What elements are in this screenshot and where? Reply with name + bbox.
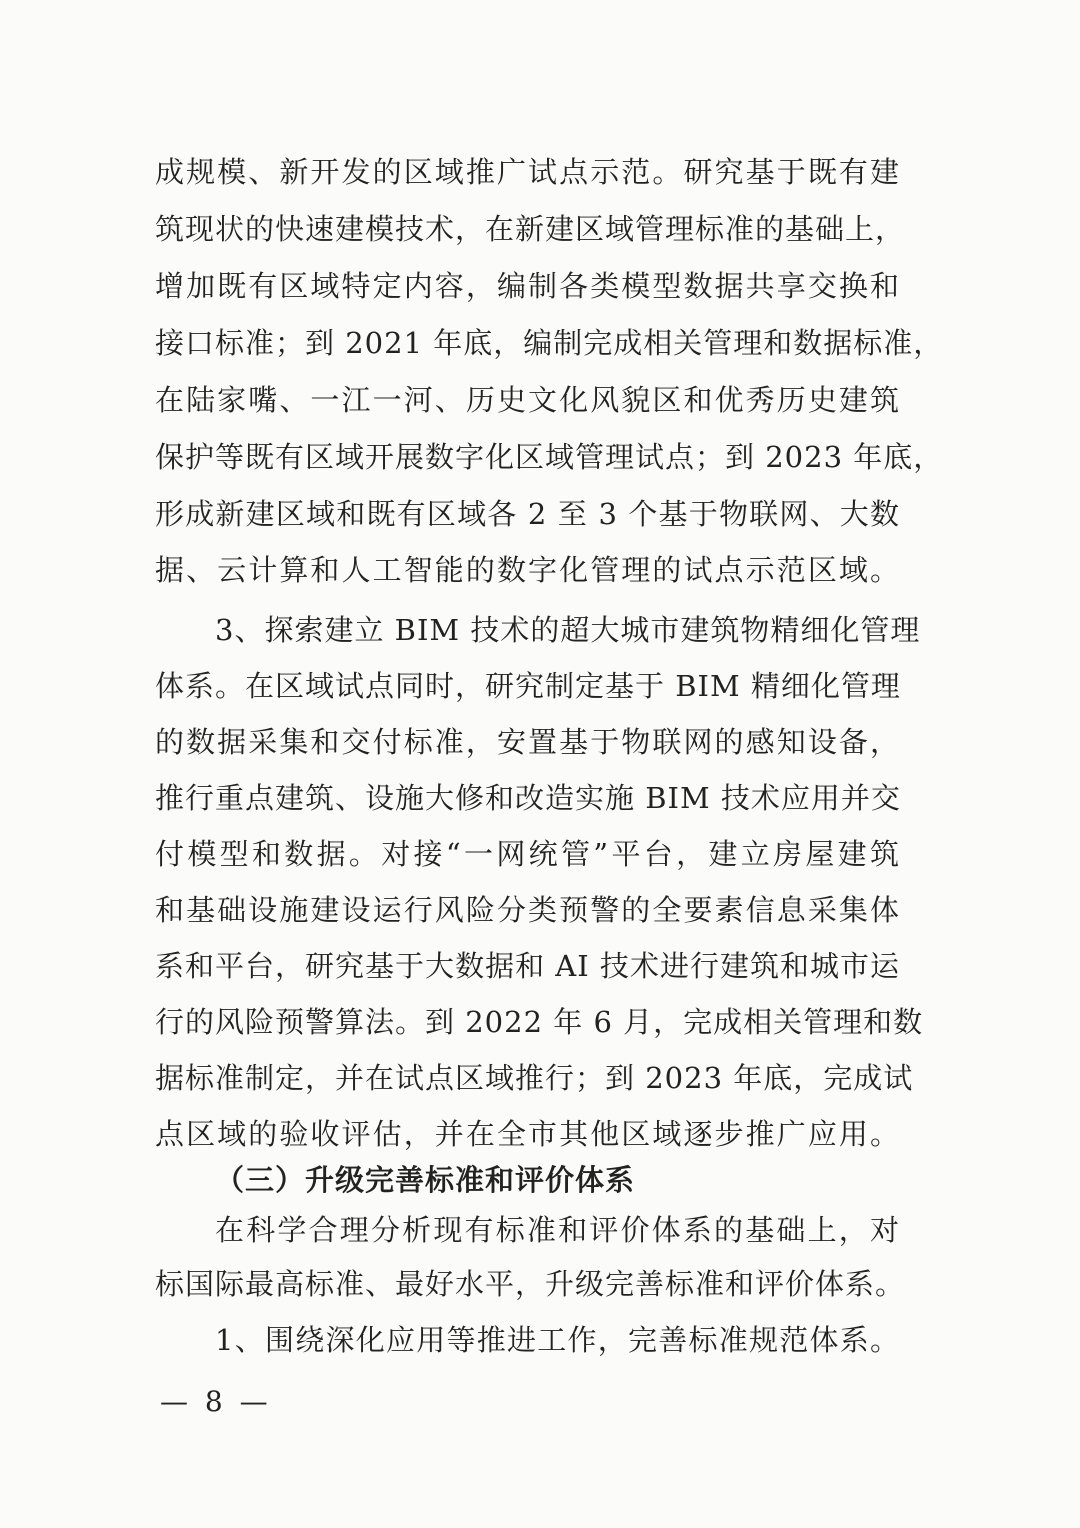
body-text-line: 点区域的验收评估，并在全市其他区域逐步推广应用。	[155, 1117, 900, 1151]
body-text-line: 3、探索建立 BIM 技术的超大城市建筑物精细化管理	[215, 613, 921, 647]
body-text-line: 标国际最高标准、最好水平，升级完善标准和评价体系。	[155, 1267, 906, 1301]
body-text-line: 1、围绕深化应用等推进工作，完善标准规范体系。	[215, 1323, 900, 1357]
body-text-line: 形成新建区域和既有区域各 2 至 3 个基于物联网、大数	[155, 497, 900, 531]
body-text-line: 接口标准；到 2021 年底，编制完成相关管理和数据标准，	[155, 326, 944, 360]
body-text-line: 的数据采集和交付标准，安置基于物联网的感知设备，	[155, 725, 900, 759]
body-text-line: 在陆家嘴、一江一河、历史文化风貌区和优秀历史建筑	[155, 383, 900, 417]
body-text-line: 行的风险预警算法。到 2022 年 6 月，完成相关管理和数	[155, 1005, 924, 1039]
body-text-line: 系和平台，研究基于大数据和 AI 技术进行建筑和城市运	[155, 949, 900, 983]
page-number: — 8 —	[160, 1385, 272, 1418]
body-text-line: 据、云计算和人工智能的数字化管理的试点示范区域。	[155, 553, 900, 587]
body-text-line: 据标准制定，并在试点区域推行；到 2023 年底，完成试	[155, 1061, 914, 1095]
body-text-line: 保护等既有区域开展数字化区域管理试点；到 2023 年底，	[155, 440, 944, 474]
body-text-line: 在科学合理分析现有标准和评价体系的基础上，对	[215, 1213, 900, 1247]
body-text-line: 筑现状的快速建模技术，在新建区域管理标准的基础上，	[155, 212, 906, 246]
body-text-line: 付模型和数据。对接“一网统管”平台，建立房屋建筑	[155, 837, 900, 871]
section-heading: （三）升级完善标准和评价体系	[215, 1163, 636, 1197]
body-text-line: 推行重点建筑、设施大修和改造实施 BIM 技术应用并交	[155, 781, 901, 815]
body-text-line: 增加既有区域特定内容，编制各类模型数据共享交换和	[155, 269, 900, 303]
body-text-line: 成规模、新开发的区域推广试点示范。研究基于既有建	[155, 155, 900, 189]
body-text-line: 体系。在区域试点同时，研究制定基于 BIM 精细化管理	[155, 669, 901, 703]
body-text-line: 和基础设施建设运行风险分类预警的全要素信息采集体	[155, 893, 900, 927]
